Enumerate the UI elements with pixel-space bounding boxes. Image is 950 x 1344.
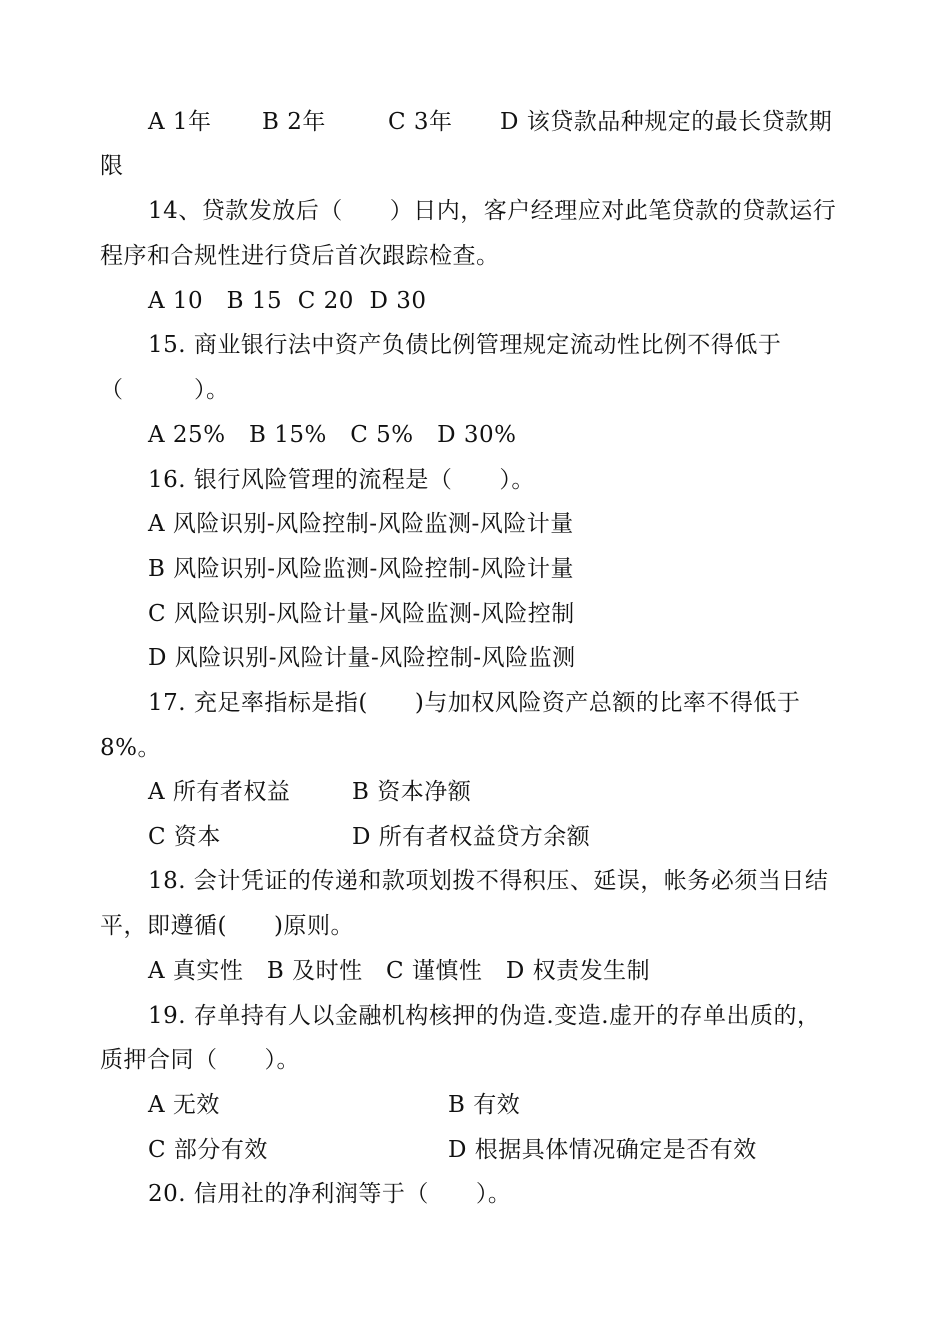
q17-option-b: B 资本净额 bbox=[352, 779, 472, 805]
q19-option-a: A 无效 bbox=[148, 1092, 220, 1118]
q19-stem-line-1: 19. 存单持有人以金融机构核押的伪造.变造.虚开的存单出质的， bbox=[148, 1003, 821, 1029]
q14-stem-line-1: 14、贷款发放后（ ）日内，客户经理应对此笔贷款的贷款运行 bbox=[148, 198, 837, 224]
q16-option-c: C 风险识别-风险计量-风险监测-风险控制 bbox=[148, 601, 575, 627]
q17-option-d: D 所有者权益贷方余额 bbox=[352, 824, 591, 850]
q16-option-d: D 风险识别-风险计量-风险控制-风险监测 bbox=[148, 645, 576, 671]
q19-stem-line-2: 质押合同（ ）。 bbox=[100, 1047, 300, 1073]
q18-stem-line-2: 平，即遵循( )原则。 bbox=[100, 913, 354, 939]
q15-stem-line-2: （ ）。 bbox=[100, 377, 230, 403]
q13-option-d-continued: 限 bbox=[100, 153, 124, 179]
q17-stem-line-2: 8%。 bbox=[100, 735, 161, 761]
q19-option-b: B 有效 bbox=[448, 1092, 521, 1118]
q20-stem: 20. 信用社的净利润等于（ ）。 bbox=[148, 1181, 512, 1207]
q19-option-d: D 根据具体情况确定是否有效 bbox=[448, 1137, 757, 1163]
q17-stem-line-1: 17. 充足率指标是指( )与加权风险资产总额的比率不得低于 bbox=[148, 690, 801, 716]
q13-option-d: D 该贷款品种规定的最长贷款期 bbox=[500, 109, 833, 135]
q13-option-a: A 1年 bbox=[148, 109, 212, 135]
q17-option-c: C 资本 bbox=[148, 824, 221, 850]
q14-options: A 10 B 15 C 20 D 30 bbox=[148, 288, 427, 314]
q14-stem-line-2: 程序和合规性进行贷后首次跟踪检查。 bbox=[100, 243, 500, 269]
q13-option-b: B 2年 bbox=[262, 109, 326, 135]
q17-option-a: A 所有者权益 bbox=[148, 779, 291, 805]
q18-options: A 真实性 B 及时性 C 谨慎性 D 权责发生制 bbox=[148, 958, 651, 984]
q16-option-a: A 风险识别-风险控制-风险监测-风险计量 bbox=[148, 511, 574, 537]
q13-option-c: C 3年 bbox=[388, 109, 453, 135]
q16-option-b: B 风险识别-风险监测-风险控制-风险计量 bbox=[148, 556, 575, 582]
q16-stem: 16. 银行风险管理的流程是（ ）。 bbox=[148, 467, 535, 493]
q19-option-c: C 部分有效 bbox=[148, 1137, 268, 1163]
q15-stem-line-1: 15. 商业银行法中资产负债比例管理规定流动性比例不得低于 bbox=[148, 332, 782, 358]
q15-options: A 25% B 15% C 5% D 30% bbox=[148, 422, 517, 448]
q18-stem-line-1: 18. 会计凭证的传递和款项划拨不得积压、延误，帐务必须当日结 bbox=[148, 868, 829, 894]
